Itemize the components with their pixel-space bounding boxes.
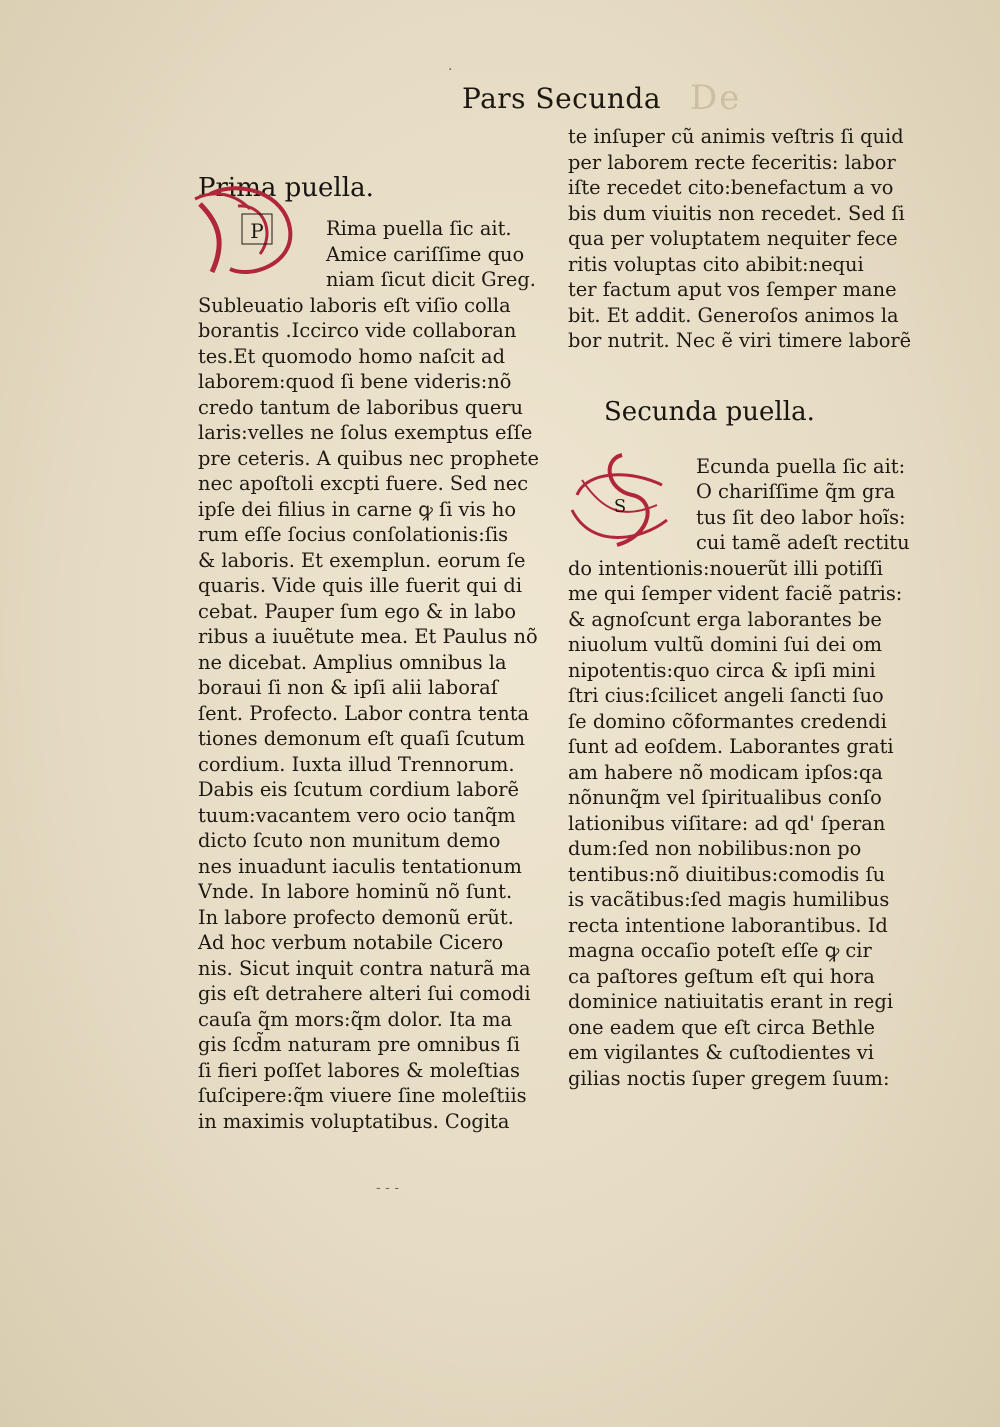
text-line: & agnoſcunt erga laborantes be — [568, 607, 882, 631]
text-line: & laboris. Et exemplun. eorum ſe — [198, 548, 526, 572]
text-line: ſi fieri poſſet labores & moleſtias — [198, 1058, 521, 1082]
text-line: gis eſt detrahere alteri ſui comodi — [198, 982, 531, 1005]
text-line: Vnde. In labore hominũ nõ ſunt. — [198, 880, 513, 903]
text-line: gilias noctis ſuper gregem ſuum: — [568, 1066, 890, 1090]
text-line: am habere nõ modicam ipſos:qa — [568, 760, 883, 784]
text-line: ter factum aput vos ſemper mane — [568, 278, 897, 301]
text-line: ne dicebat. Amplius omnibus la — [198, 650, 507, 674]
text-line: In labore profecto demonũ erũt. — [198, 905, 514, 929]
text-line: cordium. Iuxta illud Trennorum. — [198, 752, 515, 776]
text-line: laborem:quod ſi bene videris:nõ — [198, 370, 512, 393]
text-line: nec apoſtoli excpti fuere. Sed nec — [198, 472, 529, 495]
text-line: lationibus viſitare: ad qd' ſperan — [568, 811, 886, 835]
text-line: Dabis eis ſcutum cordium laborẽ — [198, 778, 520, 801]
text-line: niuolum vultũ domini ſui dei om — [568, 633, 883, 656]
text-line: ſtri cius:ſcilicet angeli ſancti ſuo — [568, 684, 884, 707]
text-line: cauſa q̃m mors:q̃m dolor. Ita ma — [198, 1007, 513, 1031]
text-line: Subleuatio laboris eſt viſio colla — [198, 293, 511, 317]
text-line: bor nutrit. Nec ẽ viri timere laborẽ — [568, 329, 912, 352]
text-line: bis dum viuitis non recedet. Sed ſi — [568, 201, 905, 225]
text-line: ritis voluptas cito abibit:nequi — [568, 252, 864, 276]
text-line: Ad hoc verbum notabile Cicero — [198, 931, 504, 954]
left-heading: Prima puella. — [198, 173, 374, 203]
text-line: tes.Et quomodo homo naſcit ad — [198, 344, 505, 368]
dropcap-p-letter: P — [250, 219, 264, 243]
text-line: ſe domino cõformantes credendi — [568, 709, 887, 733]
text-line: dominice natiuitatis erant in regi — [568, 990, 894, 1013]
text-line: cui tamẽ adeſt rectitu — [696, 531, 910, 554]
text-line: ſunt ad eoſdem. Laborantes grati — [568, 735, 894, 758]
text-line: tentibus:nõ diuitibus:comodis ſu — [568, 862, 886, 886]
dropcap-s — [562, 450, 672, 550]
text-line: do intentionis:nouerũt illi potiſſi — [568, 556, 883, 580]
text-line: dum:ſed non nobilibus:non po — [568, 837, 862, 860]
text-line: me qui ſemper vident faciẽ patris: — [568, 582, 903, 605]
left-column — [198, 173, 558, 1134]
text-line: qua per voluptatem nequiter fece — [568, 227, 898, 250]
text-line: rum eſſe ſocius conſolationis:ſis — [198, 523, 509, 546]
text-line: Ecunda puella ſic ait: — [696, 454, 906, 478]
text-line: is vacãtibus:ſed magis humilibus — [568, 888, 890, 911]
text-line: nipotentis:quo circa & ipſi mini — [568, 658, 876, 682]
text-line: te inſuper cũ animis veſtris ſi quid — [568, 125, 904, 148]
text-line: ca paſtores geſtum eſt qui hora — [568, 964, 875, 988]
text-line: nõnunq̃m vel ſpiritualibus conſo — [568, 786, 882, 809]
text-line: cebat. Pauper ſum ego & in labo — [198, 599, 517, 623]
text-line: laris:velles ne ſolus exemptus eſſe — [198, 421, 533, 444]
text-line: nes inuadunt iaculis tentationum — [198, 854, 522, 878]
text-line: dicto ſcuto non munitum demo — [198, 829, 501, 852]
text-line: per laborem recte feceritis: labor — [568, 150, 896, 174]
left-text-block — [198, 216, 558, 1134]
right-column — [568, 124, 918, 1091]
bleed-through-mark: De — [690, 78, 742, 118]
text-line: ſuſcipere:q̃m viuere ſine moleſtiis — [198, 1084, 527, 1107]
text-line: iſte recedet cito:benefactum a vo — [568, 176, 894, 199]
text-line: one eadem que eſt circa Bethle — [568, 1015, 876, 1039]
text-line: ſent. Profecto. Labor contra tenta — [198, 701, 530, 725]
running-head: Pars Secunda — [462, 82, 662, 115]
text-line: credo tantum de laboribus queru — [198, 395, 524, 419]
right-text-block-top — [568, 124, 918, 354]
dropcap-s-letter: S — [613, 496, 627, 517]
text-line: nis. Sicut inquit contra naturã ma — [198, 956, 531, 980]
text-line: tuum:vacantem vero ocio tanq̃m — [198, 803, 516, 827]
text-line: Amice cariſſime quo — [326, 242, 525, 266]
text-line: Rima puella ſic ait. — [326, 217, 512, 240]
text-line: ipſe dei filius in carne ꝙ ſi vis ho — [198, 497, 516, 521]
text-line: gis ſcd̃m naturam pre omnibus ſi — [198, 1033, 520, 1056]
text-line: magna occaſio poteſt eſſe ꝙ cir — [568, 939, 872, 962]
ink-dash: - - - — [376, 1180, 400, 1196]
text-line: bit. Et addit. Generoſos animos la — [568, 303, 899, 327]
dropcap-p — [190, 184, 300, 284]
text-line: tus ſit deo labor hoĩs: — [696, 505, 906, 529]
ink-speck: · — [448, 62, 453, 78]
text-line: recta intentione laborantibus. Id — [568, 913, 888, 937]
text-line: O chariſſime q̃m gra — [696, 480, 896, 503]
text-line: tiones demonum eſt quaſi ſcutum — [198, 727, 526, 750]
text-line: em vigilantes & cuſtodientes vi — [568, 1041, 874, 1064]
text-line: in maximis voluptatibus. Cogita — [198, 1109, 510, 1133]
text-line: pre ceteris. A quibus nec prophete — [198, 446, 539, 470]
text-line: boraui ſi non & ipſi alii laboraſ — [198, 676, 498, 699]
text-line: quaris. Vide quis ille fuerit qui di — [198, 574, 523, 597]
text-line: borantis .Iccirco vide collaboran — [198, 319, 517, 342]
right-heading: Secunda puella. — [604, 396, 815, 427]
text-line: niam ſicut dicit Greg. — [326, 268, 536, 291]
text-line: ribus a iuuẽtute mea. Et Paulus nõ — [198, 625, 538, 648]
